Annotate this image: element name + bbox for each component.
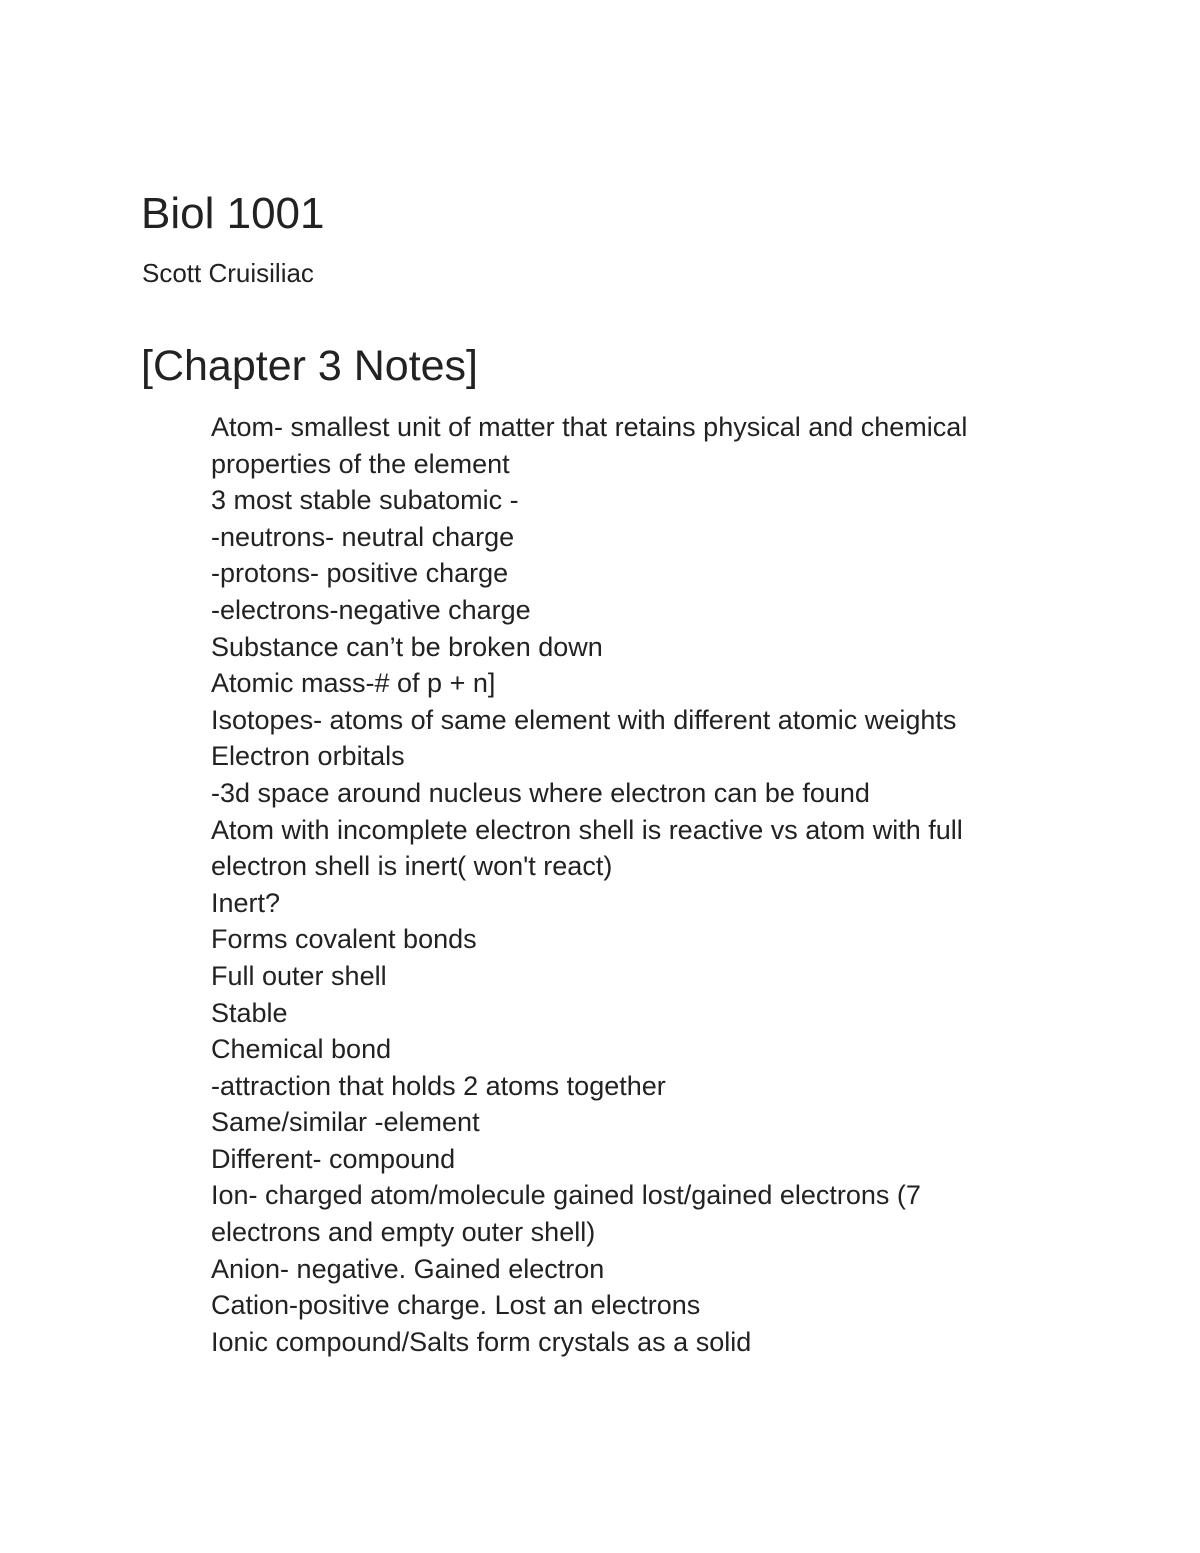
- note-line: Different- compound: [211, 1143, 456, 1174]
- note-line: -neutrons- neutral charge: [211, 521, 515, 552]
- note-line: 3 most stable subatomic -: [211, 485, 519, 516]
- chapter-heading: [Chapter 3 Notes]: [141, 342, 479, 390]
- note-line: Isotopes- atoms of same element with different atomic weights: [211, 704, 957, 735]
- note-line: Ionic compound/Salts form crystals as a solid: [211, 1326, 752, 1357]
- note-line: Substance can’t be broken down: [211, 631, 603, 662]
- note-line: Full outer shell: [211, 960, 387, 991]
- note-line: Atom- smallest unit of matter that retains physical and chemical: [211, 412, 968, 442]
- note-line: Ion- charged atom/molecule gained lost/gained electrons (7: [211, 1180, 921, 1211]
- note-line: Inert?: [211, 887, 281, 918]
- note-line: Chemical bond: [211, 1034, 392, 1065]
- note-line: -protons- positive charge: [211, 558, 509, 589]
- notes-list: [211, 409, 1111, 1360]
- note-line: Atom with incomplete electron shell is reactive vs atom with full: [211, 814, 963, 845]
- note-line: Atomic mass-# of p + n]: [211, 668, 496, 699]
- document-author: Scott Cruisiliac: [142, 258, 314, 288]
- note-line: -electrons-negative charge: [211, 594, 531, 625]
- document-title: Biol 1001: [141, 189, 325, 238]
- note-line: -3d space around nucleus where electron can be found: [211, 777, 870, 808]
- note-line: Cation-positive charge. Lost an electrons: [211, 1290, 701, 1321]
- note-line: Forms covalent bonds: [211, 924, 477, 955]
- note-line: electron shell is inert( won't react): [211, 851, 613, 882]
- note-line: -attraction that holds 2 atoms together: [211, 1070, 666, 1101]
- note-line: properties of the element: [211, 448, 510, 479]
- note-line: Same/similar -element: [211, 1107, 480, 1138]
- note-line: Electron orbitals: [211, 741, 405, 772]
- note-line: Anion- negative. Gained electron: [211, 1253, 605, 1284]
- note-line: Stable: [211, 997, 288, 1028]
- note-line: electrons and empty outer shell): [211, 1217, 596, 1248]
